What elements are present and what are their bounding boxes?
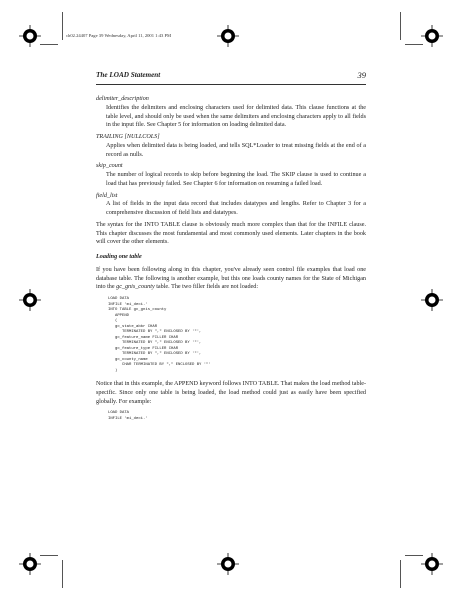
registration-mark-right-middle-icon bbox=[421, 289, 443, 311]
body-paragraph: Notice that in this example, the APPEND keyword follows INTO TABLE. That makes the load method table-specific. Since only one table is being loaded, the load method could just as easily have been specified globally. For example: bbox=[96, 381, 366, 405]
registration-mark-bottom-left-icon bbox=[19, 553, 41, 575]
definition-text: Applies when delimited data is being loaded, and tells SQL*Loader to treat missing fields at the end of a record as nulls. bbox=[106, 142, 366, 158]
paragraph-text: table. The two filler fields are not loaded: bbox=[154, 284, 259, 291]
running-header bbox=[96, 70, 366, 84]
definition-text: The number of logical records to skip before beginning the load. The SKIP clause is used to continue a load that has previously failed. See Chapter 6 for information on resuming a failed load. bbox=[106, 172, 366, 187]
registration-mark-bottom-right-icon bbox=[421, 553, 443, 575]
code-listing: LOAD DATA INFILE 'mi_deci.' bbox=[108, 411, 148, 421]
definition-term: field_list bbox=[96, 192, 118, 199]
print-slug: ch02.24407 Page 39 Wednesday, April 11, 2001 1:43 PM bbox=[66, 33, 172, 38]
crop-mark bbox=[40, 44, 58, 45]
page-number: 39 bbox=[357, 70, 366, 80]
registration-mark-top-center-icon bbox=[217, 25, 239, 47]
paragraph-text: If you have been following along in this chapter, you've already seen control file examples that load one database table. The following is another example, but this one loads county names for the State of Michigan into the bbox=[96, 266, 366, 291]
body-paragraph bbox=[96, 266, 366, 292]
header-rule bbox=[96, 84, 366, 85]
definition-term: skip_count bbox=[96, 163, 123, 170]
definition-term: TRAILING [NULLCOLS] bbox=[96, 134, 160, 140]
registration-mark-left-middle-icon bbox=[19, 289, 41, 311]
registration-mark-top-right-icon bbox=[421, 25, 443, 47]
page-body bbox=[96, 95, 366, 428]
crop-mark bbox=[400, 560, 401, 588]
code-listing: LOAD DATA INFILE 'mi_deci.' INTO TABLE gc_gnis_county APPEND ( gc_state_abbr CHAR TERMINATED BY "," ENCLOSED BY '"', gc_feature_name FILLER CHAR TERMINATED BY "," ENCLOSED BY '"', gc_feature_type FILLER CHAR TERMINATED BY "," ENCLOSED BY '"', gc_county_name CHAR TERMINATED BY "," ENCLOSED BY '"' ) bbox=[108, 297, 211, 373]
crop-mark bbox=[62, 12, 63, 40]
definition-text: Identifies the delimiters and enclosing characters used for delimited data. This clause functions at the table level, and should only be used when the same delimiters and enclosing characters apply to all fields in the input file. See Chapter 5 for information on loading delimited data. bbox=[106, 104, 366, 129]
definition-text: A list of fields in the input data record that includes datatypes and lengths. Refer to Chapter 3 for a comprehensive discussion of field lists and datatypes. bbox=[106, 201, 366, 216]
crop-mark bbox=[405, 44, 423, 45]
registration-mark-top-left-icon bbox=[19, 25, 41, 47]
registration-mark-bottom-center-icon bbox=[217, 553, 239, 575]
crop-mark bbox=[40, 555, 58, 556]
crop-mark bbox=[400, 12, 401, 40]
body-paragraph: The syntax for the INTO TABLE clause is obviously much more complex than that for the INFILE clause. This chapter discusses the most fundamental and most commonly used elements. Later chapters in the book will cover the other elements. bbox=[96, 221, 366, 246]
crop-mark bbox=[62, 560, 63, 588]
definition-term: delimiter_description bbox=[96, 96, 149, 102]
definition-list bbox=[96, 95, 366, 218]
section-heading: Loading one table bbox=[96, 254, 142, 260]
table-name: gc_gnis_county bbox=[116, 284, 155, 291]
running-header-title: The LOAD Statement bbox=[96, 71, 161, 79]
crop-mark bbox=[405, 555, 423, 556]
